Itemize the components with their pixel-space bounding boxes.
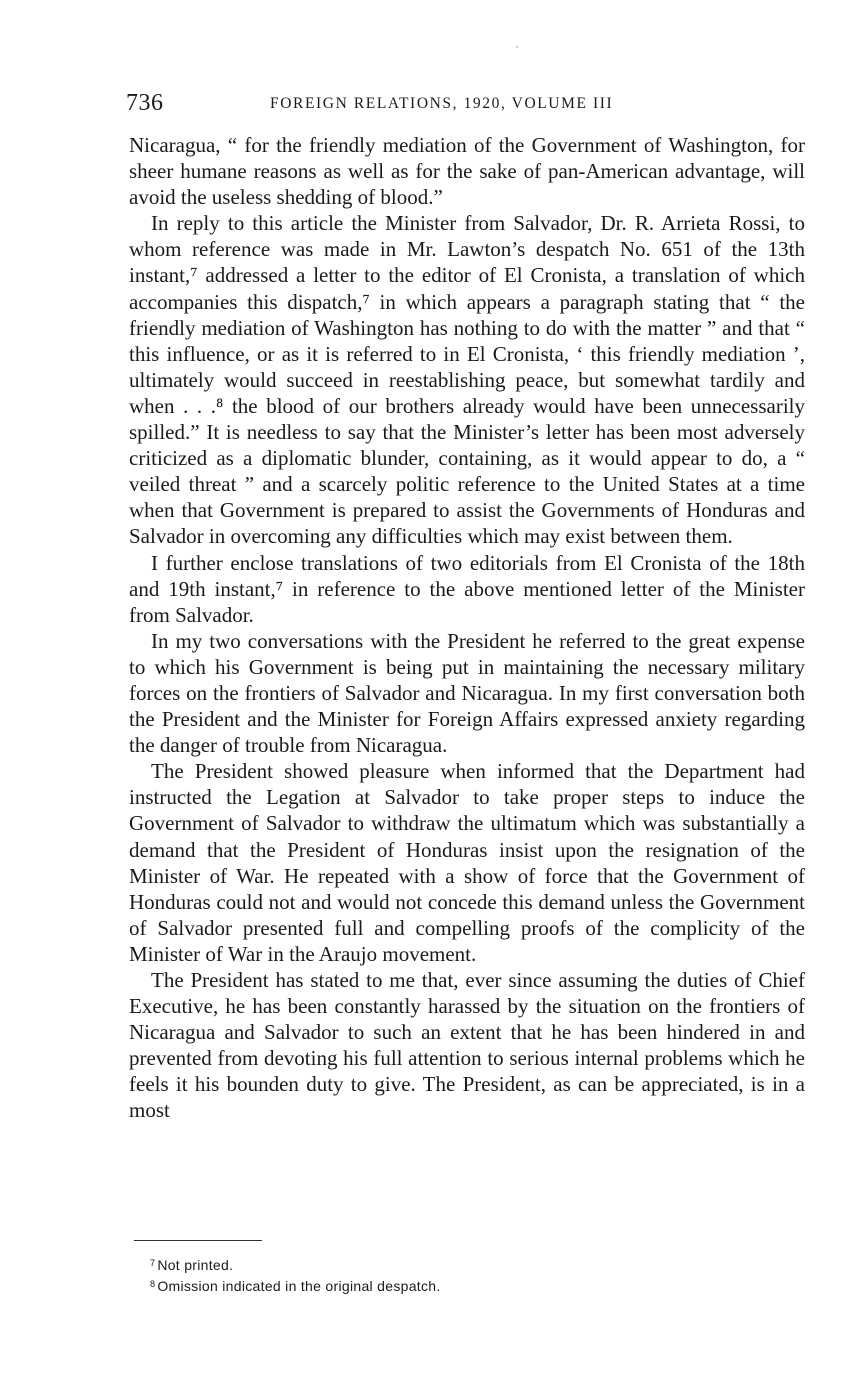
paragraph: The President showed pleasure when informed that the Department had instructed the Legation at Salvador to take proper steps to induce the Government of Salvador to withdraw the ultimatum which was substantially a demand that the President of Honduras insist upon the resignation of the Minister of War. He repeated with a show of force that the Government of Honduras could not and would not concede this demand unless the Government of Salvador presented full and compelling proofs of the complicity of the Minister of War in the Araujo movement. bbox=[129, 759, 805, 966]
paragraph: Nicaragua, “ for the friendly mediation of the Government of Washington, for sheer humane reasons as well as for the sake of pan-American advantage, will avoid the useless shedding of blood.” bbox=[129, 133, 805, 210]
scan-speck bbox=[516, 46, 518, 48]
page-header bbox=[126, 88, 806, 118]
paragraph: In reply to this article the Minister from Salvador, Dr. R. Arrieta Rossi, to whom reference was made in Mr. Lawton’s despatch No. 651 of the 13th instant,⁷ addressed a letter to the editor of El Cronista, a translation of which accompanies this dispatch,⁷ in which appears a paragraph stating that “ the friendly mediation of Washington has nothing to do with the matter ” and that “ this influence, or as it is referred to in El Cronista, ‘ this friendly mediation ’, ultimately would succeed in reestablishing peace, but somewhat tardily and when . . .⁸ the blood of our brothers already would have been unnecessarily spilled.” It is needless to say that the Minister’s letter has been most adversely criticized as a diplomatic blunder, containing, as it would appear to do, a “ veiled threat ” and a scarcely politic reference to the United States at a time when that Government is prepared to assist the Governments of Honduras and Salvador in overcoming any difficulties which may exist between them. bbox=[129, 211, 805, 549]
body-text bbox=[129, 132, 805, 1124]
footnote-text: Omission indicated in the original despatch. bbox=[157, 1278, 441, 1294]
footnote bbox=[150, 1275, 750, 1296]
footnote-marker: 8 bbox=[150, 1279, 156, 1289]
paragraph: The President has stated to me that, ever since assuming the duties of Chief Executive, he has been constantly harassed by the situation on the frontiers of Nicaragua and Salvador to such an extent that he has been hindered in and prevented from devoting his full attention to serious internal problems which he feels it his bounden duty to give. The President, as can be appreciated, is in a most bbox=[129, 968, 805, 1123]
paragraph: I further enclose translations of two editorials from El Cronista of the 18th and 19th instant,⁷ in reference to the above mentioned letter of the Minister from Salvador. bbox=[129, 550, 805, 627]
footnote bbox=[150, 1254, 750, 1275]
footnote-marker: 7 bbox=[150, 1258, 156, 1268]
paragraph: In my two conversations with the President he referred to the great expense to which his Government is being put in maintaining the necessary military forces on the frontiers of Salvador and Nicaragua. In my first conversation both the President and the Minister for Foreign Affairs expressed anxiety regarding the danger of trouble from Nicaragua. bbox=[129, 628, 805, 758]
running-title: FOREIGN RELATIONS, 1920, VOLUME III bbox=[270, 95, 614, 112]
footnote-rule bbox=[134, 1240, 262, 1241]
page-number: 736 bbox=[126, 90, 164, 116]
footnote-text: Not printed. bbox=[157, 1257, 234, 1273]
footnotes bbox=[150, 1254, 750, 1296]
